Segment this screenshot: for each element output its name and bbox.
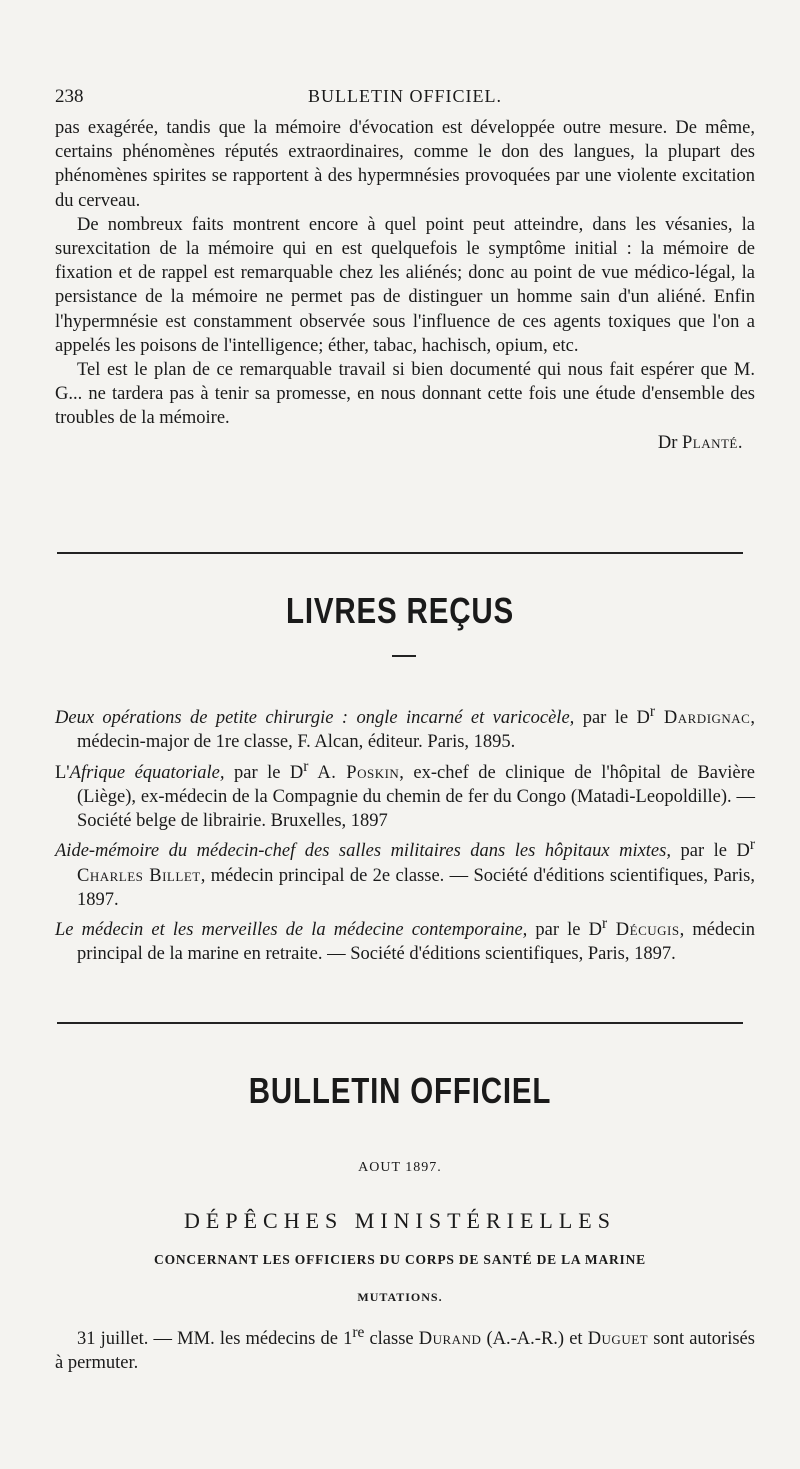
book-title: Aide-mémoire du médecin-chef des salles militaires dans les hôpitaux mixtes, — [55, 841, 671, 862]
section-divider-2 — [57, 1022, 743, 1024]
officer-name: Durand — [418, 1329, 482, 1350]
review-paragraph-3: Tel est le plan de ce remarquable travail si bien documenté qui nous fait espérer que M. G... ne tardera pas à tenir sa promesse, en nous donnant cette fois une étude d'ensemble des troubles de la mémoire. — [55, 360, 755, 429]
heading-dash — [392, 655, 416, 657]
book-author: Charles Billet — [77, 865, 201, 886]
book-title: Le médecin et les merveilles de la médecine contemporaine, — [55, 920, 528, 941]
signature-title: Dr — [657, 432, 678, 453]
book-title: Afrique équatoriale, — [69, 762, 225, 783]
page-number: 238 — [55, 86, 84, 107]
review-paragraph-2: De nombreux faits montrent encore à quel point peut atteindre, dans les vésanies, la surexcitation de la mémoire qui en est quelquefois le symptôme initial : la mémoire de fixation et de rappel est remarquable chez les aliénés; donc au point de vue médico-légal, la persistance de la mémoire ne permet pas de distinguer un homme sain d'un aliéné. Enfin l'hypermnésie est constamment observée sous l'influence de ces agents toxiques que l'on a appelés les poisons de l'intelligence; éther, tabac, hachisch, opium, etc. — [55, 214, 755, 356]
book-author: Décugis — [607, 920, 680, 941]
book-author: A. Poskin — [308, 762, 400, 783]
review-signature — [55, 431, 755, 455]
review-text — [55, 116, 755, 455]
entry-date: 31 juillet. — [77, 1329, 149, 1350]
bulletin-date: AOUT 1897. — [358, 1160, 442, 1175]
running-header — [55, 86, 755, 110]
book-author: Dardignac — [654, 708, 751, 729]
mutation-entry: 31 juillet. — MM. les médecins de 1re classe Durand (A.-A.-R.) et Duguet sont autorisés à permuter. — [55, 1324, 755, 1374]
running-title: BULLETIN OFFICIEL. — [308, 86, 502, 106]
book-entry: Le médecin et les merveilles de la médecine contemporaine, par le $D^r$ Décugis, médecin principal de la marine en retraite. — Société d'éditions scientifiques, Paris, 1897. — [55, 915, 756, 965]
review-paragraph-1: pas exagérée, tandis que la mémoire d'évocation est développée outre mesure. De même, certains phénomènes réputés extraordinaires, comme le don des langues, la plupart des phénomènes spirites se rapportent à des hypermnésies provoquées par une violente excitation du cerveau. — [55, 118, 755, 211]
concernant-heading: CONCERNANT LES OFFICIERS DU CORPS DE SANTÉ DE LA MARINE — [154, 1252, 646, 1267]
book-entry: L'Afrique équatoriale, par le $D^r$ A. Poskin, ex-chef de clinique de l'hôpital de Bavière (Liège), ex-médecin de la Compagnie du chemin de fer du Congo (Matadi-Leopoldille). — Société belge de librairie. Bruxelles, 1897 — [55, 757, 755, 832]
livres-heading: LIVRES REÇUS — [285, 590, 514, 631]
book-title: Deux opérations de petite chirurgie : ongle incarné et varicocèle, — [55, 708, 575, 729]
book-entry: Aide-mémoire du médecin-chef des salles militaires dans les hôpitaux mixtes, par le $D^r$ Charles Billet, médecin principal de 2e classe. — Société d'éditions scientifiques, Paris, 1897. — [55, 836, 755, 910]
books-list — [55, 700, 755, 967]
depeches-heading: DÉPÊCHES MINISTÉRIELLES — [184, 1208, 616, 1233]
mutations-heading: MUTATIONS. — [357, 1290, 443, 1304]
section-divider-1 — [57, 552, 743, 554]
signature-name: Planté. — [681, 432, 743, 453]
book-entry: Deux opérations de petite chirurgie : ongle incarné et varicocèle, par le $D^r$ Dardignac, médecin-major de 1re classe, F. Alcan, éditeur. Paris, 1895. — [55, 703, 755, 753]
officer-name: Duguet — [587, 1329, 649, 1350]
bulletin-heading: BULLETIN OFFICIEL — [248, 1070, 552, 1111]
